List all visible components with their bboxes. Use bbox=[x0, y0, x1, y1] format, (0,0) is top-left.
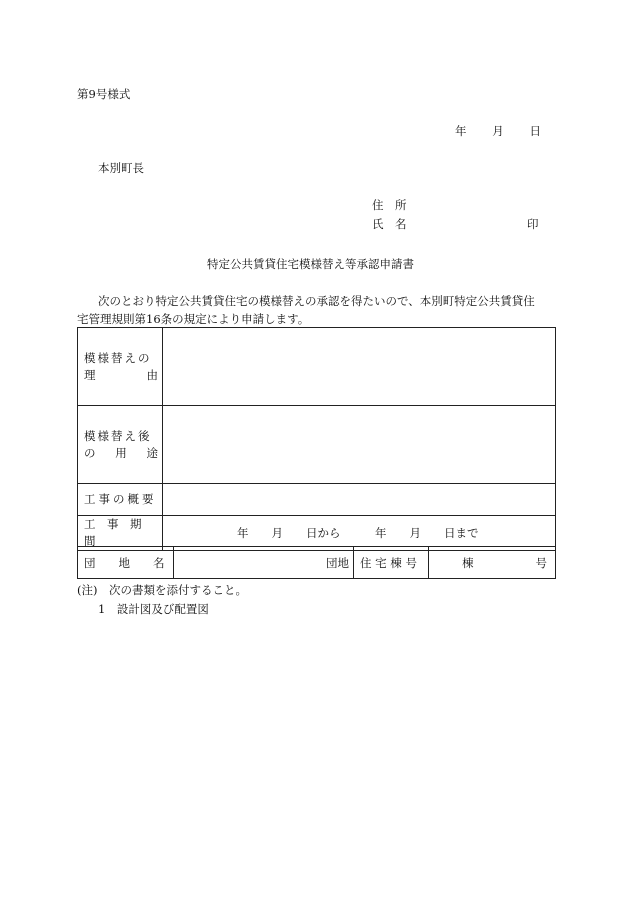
use-input-cell[interactable] bbox=[163, 406, 556, 484]
overview-input-cell[interactable] bbox=[163, 484, 556, 516]
use-label: 模様替え後 の 用 途 bbox=[78, 406, 163, 484]
application-table bbox=[77, 327, 556, 551]
body-text-line-1: 次のとおり特定公共賃貸住宅の模様替えの承認を得たいので、本別町特定公共賃貸住 bbox=[98, 294, 535, 308]
form-number: 第9号様式 bbox=[77, 87, 131, 101]
date-day: 日 bbox=[529, 124, 541, 138]
date-month: 月 bbox=[492, 124, 504, 138]
danchi-label: 団 地 名 bbox=[78, 547, 174, 578]
addressee: 本別町長 bbox=[98, 161, 144, 175]
row-use bbox=[78, 406, 556, 484]
danchi-input-cell[interactable]: 団地 bbox=[174, 547, 354, 578]
seal-mark: 印 bbox=[527, 217, 539, 231]
address-label: 住 所 bbox=[372, 198, 407, 212]
period-value-cell[interactable]: 年 月 日から 年 月 日まで bbox=[163, 516, 556, 551]
reason-label: 模様替えの 理 由 bbox=[78, 328, 163, 406]
danchi-row bbox=[77, 546, 556, 579]
building-input-cell[interactable]: 棟 号 bbox=[462, 555, 547, 570]
row-reason bbox=[78, 328, 556, 406]
page-title: 特定公共賃貸住宅模様替え等承認申請書 bbox=[207, 257, 414, 271]
building-label: 住 宅 棟 号 bbox=[354, 547, 429, 578]
period-label: 工 事 期 間 bbox=[78, 516, 163, 551]
name-label: 氏 名 bbox=[372, 217, 407, 231]
body-text-line-2: 宅管理規則第16条の規定により申請します。 bbox=[77, 312, 310, 326]
note-item-1: 1 設計図及び配置図 bbox=[98, 602, 209, 616]
note-heading: (注) 次の書類を添付すること。 bbox=[77, 583, 247, 597]
overview-label: 工事の概要 bbox=[78, 484, 163, 516]
reason-input-cell[interactable] bbox=[163, 328, 556, 406]
row-overview bbox=[78, 484, 556, 516]
date-line bbox=[455, 123, 541, 139]
date-year: 年 bbox=[455, 124, 467, 138]
